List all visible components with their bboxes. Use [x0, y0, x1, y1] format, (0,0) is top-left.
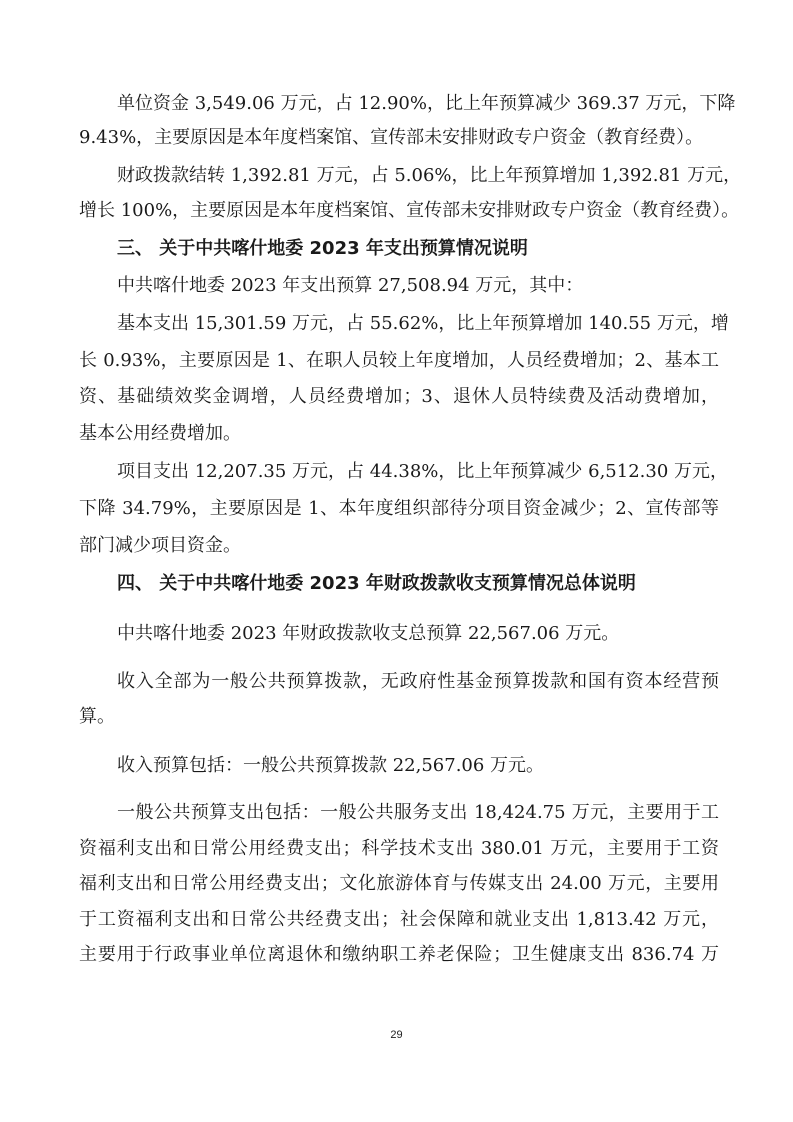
- paragraph-basic-expenditure-line3: 资、基础绩效奖金调增，人员经费增加；3、退休人员特续费及活动费增加，: [79, 386, 719, 407]
- paragraph-project-expenditure-line1: 项目支出 12,207.35 万元，占 44.38%，比上年预算减少 6,512.30 万元，: [117, 461, 729, 482]
- paragraph-unit-funds-line2: 9.43%，主要原因是本年度档案馆、宣传部未安排财政专户资金（教育经费）。: [79, 127, 704, 148]
- paragraph-basic-expenditure-line2: 长 0.93%，主要原因是 1、在职人员较上年度增加，人员经费增加；2、基本工: [79, 350, 719, 371]
- page-number: 29: [390, 1029, 403, 1041]
- paragraph-basic-expenditure-line4: 基本公用经费增加。: [79, 423, 241, 444]
- section-heading-4: 四、 关于中共喀什地委 2023 年财政拨款收支预算情况总体说明: [117, 573, 636, 594]
- paragraph-general-expenditure-line1: 一般公共预算支出包括：一般公共服务支出 18,424.75 万元，主要用于工: [117, 802, 719, 823]
- paragraph-carryover-line2: 增长 100%，主要原因是本年度档案馆、宣传部未安排财政专户资金（教育经费）。: [79, 200, 740, 221]
- paragraph-general-expenditure-line4: 于工资福利支出和日常公共经费支出；社会保障和就业支出 1,813.42 万元，: [79, 909, 719, 930]
- paragraph-unit-funds-line1: 单位资金 3,549.06 万元，占 12.90%，比上年预算减少 369.37 万元，下降: [117, 93, 736, 114]
- paragraph-fiscal-total: 中共喀什地委 2023 年财政拨款收支总预算 22,567.06 万元。: [117, 623, 620, 644]
- paragraph-carryover-line1: 财政拨款结转 1,392.81 万元，占 5.06%，比上年预算增加 1,392.81 万元，: [117, 165, 742, 186]
- paragraph-general-expenditure-line2: 资福利支出和日常公用经费支出；科学技术支出 380.01 万元，主要用于工资: [79, 838, 719, 859]
- paragraph-project-expenditure-line2: 下降 34.79%，主要原因是 1、本年度组织部待分项目资金减少；2、宣传部等: [79, 498, 719, 519]
- paragraph-general-expenditure-line5: 主要用于行政事业单位离退休和缴纳职工养老保险；卫生健康支出 836.74 万: [79, 944, 719, 965]
- paragraph-general-expenditure-line3: 福利支出和日常公用经费支出；文化旅游体育与传媒支出 24.00 万元，主要用: [79, 873, 719, 894]
- paragraph-income-budget: 收入预算包括：一般公共预算拨款 22,567.06 万元。: [117, 755, 545, 776]
- paragraph-income-composition-line1: 收入全部为一般公共预算拨款，无政府性基金预算拨款和国有资本经营预: [117, 671, 719, 692]
- paragraph-expenditure-total: 中共喀什地委 2023 年支出预算 27,508.94 万元，其中：: [117, 275, 584, 296]
- paragraph-basic-expenditure-line1: 基本支出 15,301.59 万元，占 55.62%，比上年预算增加 140.55 万元，增: [117, 313, 729, 334]
- paragraph-project-expenditure-line3: 部门减少项目资金。: [79, 535, 241, 556]
- paragraph-income-composition-line2: 算。: [79, 706, 115, 727]
- section-heading-3: 三、 关于中共喀什地委 2023 年支出预算情况说明: [117, 238, 528, 259]
